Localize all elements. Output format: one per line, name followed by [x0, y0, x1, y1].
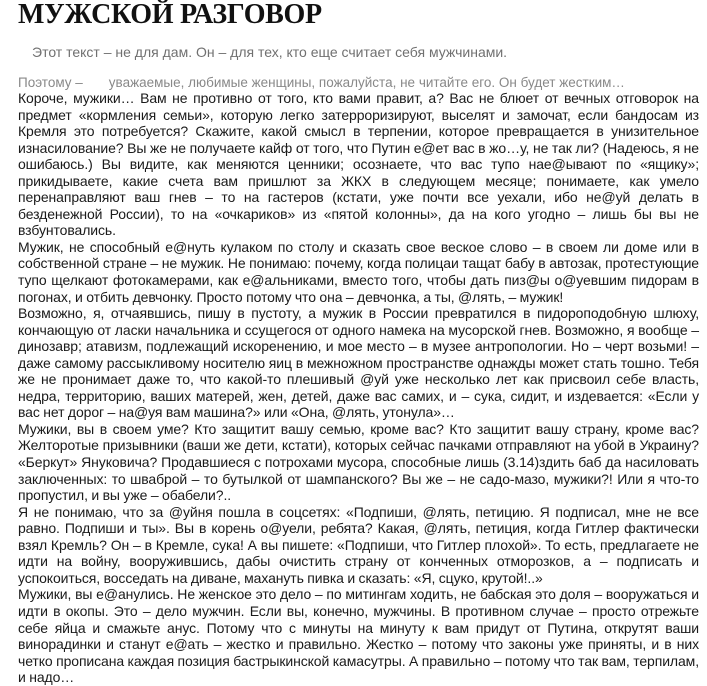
article-title: МУЖСКОЙ РАЗГОВОР	[18, 0, 322, 30]
paragraph: Я не понимаю, что за @уйня пошла в соцсетях: «Подпиши, @лять, петицию. Я подписал, мне не все равно. Подпиши и ты». Вы в корень о@уели, ребята? Какая, @лять, петиция, когда Гитлер фактически взял Кремль? Он – в Кремле, сука! А вы пишете: «Подпиши, что Гитлер плохой». То есть, предлагаете не идти на войну, вооружившись, дабы очистить страну от конченных отморозков, а – подписать и успокоиться, восседать на диване, махануть пивка и сказать: «Я, сцуко, крутой!..»	[18, 503, 699, 586]
article-subtitle: Этот текст – не для дам. Он – для тех, кто еще считает себя мужчинами.	[32, 44, 508, 60]
article-body	[18, 90, 699, 686]
article-intro	[18, 74, 625, 91]
paragraph: Мужик, не способный е@нуть кулаком по столу и сказать свое веское слово – в своем ли доме или в собственной стране – не мужик. Не понимаю: почему, когда полицаи тащат бабу в автозак, протестующие тупо щелкают фотокамерами, как е@альниками, вместо того, чтобы дать пиз@ы о@уевшим пидорам в погонах, и отбить девчонку. Просто потому что она – девчонка, а ты, @лять, – мужик!	[18, 238, 699, 305]
paragraph: Мужики, вы в своем уме? Кто защитит вашу семью, кроме вас? Кто защитит вашу страну, кроме вас? Желторотые призывники (ваши же дети, кстати), которых сейчас пачками отправляют на убой в Украину? «Беркут» Януковича? Продавшиеся с потрохами мусора, способные лишь (3.14)здить баб да насиловать заключенных: то шваброй – то бутылкой от шампанского? Вы же – не садо-мазо, мужики?! Или я что-то пропустил, и вы уже – обабели?..	[18, 420, 699, 504]
intro-rest: уважаемые, любимые женщины, пожалуйста, не читайте его. Он будет жестким…	[108, 75, 625, 90]
paragraph: Короче, мужики… Вам не противно от того, кто вами правит, а? Вас не блюет от вечных отговорок на предмет «кормления семьи», которую легко затерроризируют, выселят и замочат, если бандосам из Кремля это потребуется? Скажите, какой смысл в терпении, которое превращается в унизительное изнасилование? Вы же не получаете кайф от того, что Путин е@ет вас в жо…у, не так ли? (Надеюсь, я не ошибаюсь.) Вы видите, как меняются ценники; осознаете, что вас тупо нае@ывают по «ящику»; прикидываете, какие счета вам пришлют за ЖКХ в следующем месяце; понимаете, как умело перенаправляют ваш гнев – то на гастеров (кстати, уже почти все уехали, ибо не@уй делать в безденежной России), то на «очкариков» из «пятой колонны», да на кого угодно – лишь бы вы не взбунтовались.	[18, 90, 699, 239]
intro-lead: Поэтому –	[18, 75, 83, 90]
paragraph: Мужики, вы е@анулись. Не женское это дело – по митингам ходить, не бабская это доля – вооружаться и идти в окопы. Это – дело мужчин. Если вы, конечно, мужчины. В противном случае – просто отрежьте себе яйца и смажьте анус. Потому что с минуты на минуту к вам придут от Путина, открутят ваши винорадинки и станут е@ать – жестко и правильно. Жестко – потому что законы уже приняты, и в них четко прописана каждая позиция бастрыкинской камасутры. А правильно – потому что так вам, терпилам, и надо…	[18, 586, 699, 686]
paragraph: Возможно, я, отчаявшись, пишу в пустоту, а мужик в России превратился в пидороподобную шлюху, кончающую от ласки начальника и ссущегося от одного намека на мусорской гнев. Возможно, я вообще – динозавр; атавизм, подлежащий искоренению, и мое место – в музее антропологии. Но – черт возьми! – даже самому рассыкливому носителю яиц в межножном пространстве однажды может стать тошно. Тебя же не пронимает даже то, что какой-то плешивый @уй уже несколько лет как присвоил себе власть, недра, территорию, ваших матерей, жен, детей, даже вас самих, и – сука, сидит, и издевается: «Если у вас нет дорог – на@уя вам машина?» или «Она, @лять, утонула»…	[18, 305, 699, 421]
